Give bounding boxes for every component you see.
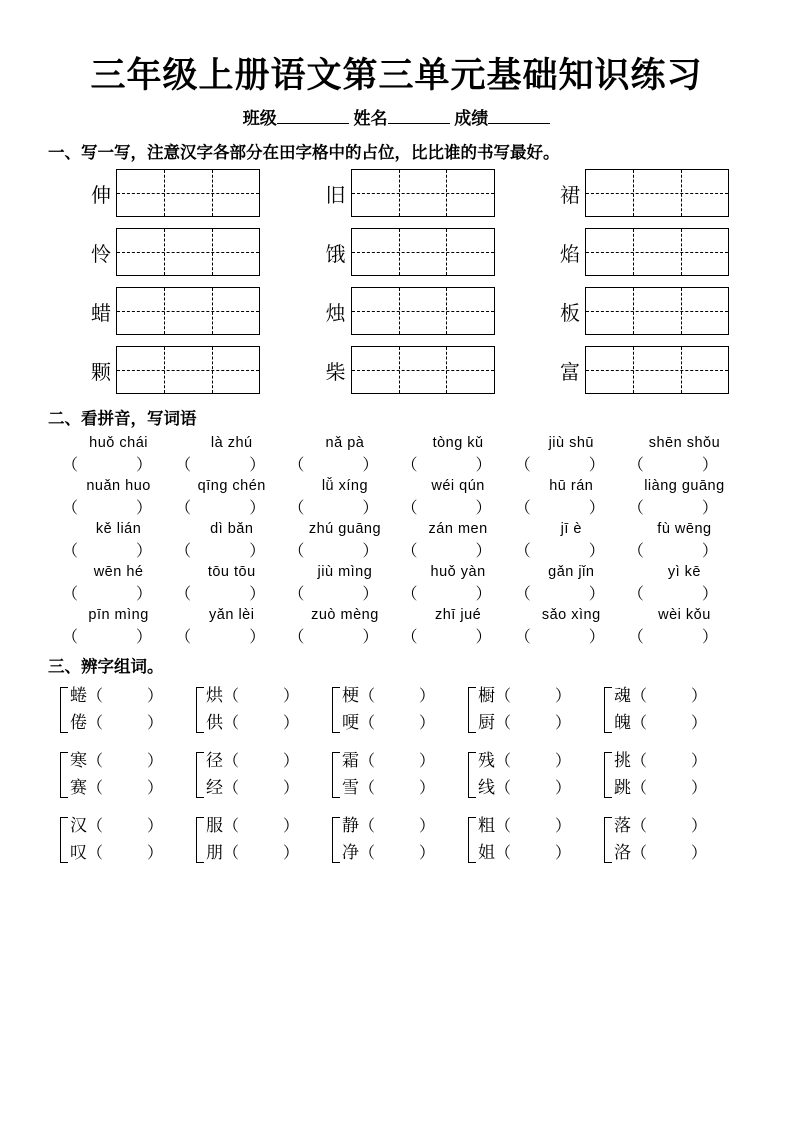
brace-icon: [196, 752, 204, 798]
tianzige-cell: [321, 228, 495, 276]
tianzige-cell: [555, 346, 729, 394]
bianzi-group: [602, 813, 738, 867]
answer-blank[interactable]: （ ）: [175, 629, 266, 646]
answer-blank[interactable]: （ ）: [175, 500, 266, 517]
bianzi-item[interactable]: 魂（ ）: [614, 686, 708, 705]
pinyin-text: sǎo xìng: [541, 607, 601, 623]
pinyin-text: liàng guāng: [644, 478, 725, 494]
bianzi-item[interactable]: 烘（ ）: [206, 686, 300, 705]
pinyin-text: dì bǎn: [210, 521, 254, 537]
answer-blank[interactable]: （ ）: [62, 629, 153, 646]
pinyin-text: zhú guāng: [308, 521, 382, 537]
bianzi-item[interactable]: 寒（ ）: [70, 751, 164, 770]
tianzige-box[interactable]: [351, 346, 495, 394]
answer-blank[interactable]: （ ）: [288, 457, 379, 474]
practice-char: 颗: [91, 361, 111, 384]
tianzige-row: [48, 228, 745, 276]
bianzi-item[interactable]: 魄（ ）: [614, 713, 708, 732]
brace-icon: [60, 687, 68, 733]
answer-blank[interactable]: （ ）: [62, 500, 153, 517]
bianzi-item[interactable]: 雪（ ）: [342, 778, 436, 797]
bianzi-group: [602, 683, 738, 737]
answer-blank[interactable]: （ ）: [62, 586, 153, 603]
pinyin-text: tōu tōu: [207, 564, 256, 580]
tianzige-box[interactable]: [116, 287, 260, 335]
pinyin-text: là zhú: [210, 435, 253, 451]
section3-heading: 三、辨字组词。: [48, 658, 164, 676]
answer-blank[interactable]: （ ）: [627, 543, 718, 560]
class-label: 班级: [242, 109, 277, 128]
answer-blank[interactable]: （ ）: [514, 543, 605, 560]
bianzi-item[interactable]: 朋（ ）: [206, 843, 300, 862]
bianzi-item[interactable]: 赛（ ）: [70, 778, 164, 797]
bianzi-item[interactable]: 跳（ ）: [614, 778, 708, 797]
bianzi-item[interactable]: 供（ ）: [206, 713, 300, 732]
bianzi-item[interactable]: 静（ ）: [342, 816, 436, 835]
pinyin-text: shēn shǒu: [648, 435, 721, 451]
pinyin-text: fù wēng: [657, 521, 712, 537]
bianzi-item[interactable]: 哽（ ）: [342, 713, 436, 732]
score-label: 成绩: [454, 109, 489, 128]
tianzige-row: [48, 169, 745, 217]
bianzi-group: [330, 683, 466, 737]
tianzige-row: [48, 346, 745, 394]
bianzi-zuci-area: [48, 683, 745, 867]
pinyin-text: yì kē: [667, 564, 701, 580]
bianzi-group: [330, 813, 466, 867]
answer-blank[interactable]: （ ）: [627, 500, 718, 517]
pinyin-exercise-area: [48, 435, 745, 647]
answer-blank[interactable]: （ ）: [401, 543, 492, 560]
bianzi-item[interactable]: 橱（ ）: [478, 686, 572, 705]
tianzige-cell: [555, 169, 729, 217]
bianzi-item[interactable]: 厨（ ）: [478, 713, 572, 732]
pinyin-text: tòng kǔ: [432, 435, 484, 451]
tianzige-box[interactable]: [585, 228, 729, 276]
practice-char: 裙: [560, 184, 580, 207]
tianzige-box[interactable]: [585, 169, 729, 217]
brace-icon: [468, 687, 476, 733]
bianzi-group: [58, 813, 194, 867]
pinyin-text: zhī jué: [434, 607, 482, 623]
tianzige-box[interactable]: [116, 169, 260, 217]
answer-blank[interactable]: （ ）: [62, 543, 153, 560]
pinyin-text: jiù mìng: [317, 564, 373, 580]
tianzige-cell: [86, 169, 260, 217]
bianzi-item[interactable]: 粗（ ）: [478, 816, 572, 835]
bianzi-item[interactable]: 径（ ）: [206, 751, 300, 770]
bianzi-item[interactable]: 经（ ）: [206, 778, 300, 797]
answer-blank[interactable]: （ ）: [514, 457, 605, 474]
page-title: 三年级上册语文第三单元基础知识练习: [90, 56, 703, 95]
pinyin-text: yǎn lèi: [209, 607, 255, 623]
practice-char: 蜡: [91, 302, 111, 325]
practice-char: 饿: [325, 243, 346, 266]
tianzige-cell: [86, 287, 260, 335]
brace-icon: [604, 817, 612, 863]
pinyin-row: [48, 607, 745, 623]
brace-icon: [468, 817, 476, 863]
bianzi-item[interactable]: 叹（ ）: [70, 843, 164, 862]
bianzi-item[interactable]: 服（ ）: [206, 816, 300, 835]
answer-blank[interactable]: （ ）: [514, 586, 605, 603]
brace-icon: [196, 817, 204, 863]
pinyin-text: wèi kǒu: [658, 607, 711, 623]
bianzi-item[interactable]: 倦（ ）: [70, 713, 164, 732]
class-blank[interactable]: [277, 123, 349, 124]
bianzi-group: [58, 748, 194, 802]
answer-blank[interactable]: （ ）: [401, 457, 492, 474]
pinyin-row: [48, 435, 745, 451]
answer-row: [48, 495, 745, 518]
pinyin-text: wéi qún: [431, 478, 485, 494]
pinyin-row: [48, 564, 745, 580]
name-blank[interactable]: [388, 123, 450, 124]
tianzige-box[interactable]: [585, 287, 729, 335]
section2-heading: 二、看拼音，写词语: [48, 410, 197, 428]
practice-char: 烛: [325, 302, 346, 325]
bianzi-item[interactable]: 姐（ ）: [478, 843, 572, 862]
answer-row: [48, 581, 745, 604]
answer-row: [48, 452, 745, 475]
pinyin-text: nuǎn huo: [86, 478, 151, 494]
tianzige-cell: [321, 287, 495, 335]
bianzi-group: [466, 748, 602, 802]
tianzige-cell: [86, 346, 260, 394]
student-id-line: [48, 104, 745, 129]
pinyin-row: [48, 521, 745, 537]
answer-blank[interactable]: （ ）: [175, 543, 266, 560]
practice-char: 伸: [91, 184, 111, 207]
answer-blank[interactable]: （ ）: [62, 457, 153, 474]
bianzi-row: [48, 683, 745, 737]
pinyin-text: nǎ pà: [325, 435, 365, 451]
answer-blank[interactable]: （ ）: [288, 543, 379, 560]
tianzige-box[interactable]: [351, 169, 495, 217]
tianzige-cell: [86, 228, 260, 276]
name-label: 姓名: [353, 109, 388, 128]
pinyin-text: jiù shū: [548, 435, 594, 451]
answer-blank[interactable]: （ ）: [627, 457, 718, 474]
bianzi-row: [48, 813, 745, 867]
bianzi-item[interactable]: 梗（ ）: [342, 686, 436, 705]
bianzi-row: [48, 748, 745, 802]
pinyin-text: lǚ xíng: [321, 478, 369, 494]
bianzi-group: [58, 683, 194, 737]
brace-icon: [196, 687, 204, 733]
bianzi-item[interactable]: 线（ ）: [478, 778, 572, 797]
tianzige-box[interactable]: [585, 346, 729, 394]
pinyin-text: jī è: [560, 521, 582, 537]
bianzi-item[interactable]: 汉（ ）: [70, 816, 164, 835]
tianzige-box[interactable]: [116, 228, 260, 276]
tianzige-box[interactable]: [116, 346, 260, 394]
pinyin-text: huǒ chái: [89, 435, 148, 451]
pinyin-row: [48, 478, 745, 494]
section1-heading: 一、写一写，注意汉字各部分在田字格中的占位，比比谁的书写最好。: [48, 144, 560, 162]
pinyin-text: gǎn jǐn: [548, 564, 595, 580]
answer-blank[interactable]: （ ）: [288, 586, 379, 603]
tianzige-row: [48, 287, 745, 335]
bianzi-item[interactable]: 霜（ ）: [342, 751, 436, 770]
practice-char: 焰: [560, 243, 580, 266]
brace-icon: [468, 752, 476, 798]
pinyin-text: kě lián: [95, 521, 142, 537]
pinyin-text: wēn hé: [93, 564, 144, 580]
brace-icon: [60, 817, 68, 863]
brace-icon: [332, 752, 340, 798]
tianzige-cell: [555, 228, 729, 276]
answer-blank[interactable]: （ ）: [401, 586, 492, 603]
bianzi-group: [194, 813, 330, 867]
answer-blank[interactable]: （ ）: [514, 629, 605, 646]
answer-blank[interactable]: （ ）: [288, 629, 379, 646]
answer-blank[interactable]: （ ）: [175, 457, 266, 474]
pinyin-text: pīn mìng: [88, 607, 149, 623]
answer-row: [48, 538, 745, 561]
bianzi-item[interactable]: 蜷（ ）: [70, 686, 164, 705]
practice-char: 怜: [91, 243, 111, 266]
brace-icon: [604, 752, 612, 798]
answer-row: [48, 624, 745, 647]
pinyin-text: huǒ yàn: [430, 564, 486, 580]
practice-char: 柴: [325, 361, 346, 384]
bianzi-item[interactable]: 净（ ）: [342, 843, 436, 862]
tianzige-grid-area: [48, 169, 745, 394]
bianzi-item[interactable]: 挑（ ）: [614, 751, 708, 770]
bianzi-item[interactable]: 残（ ）: [478, 751, 572, 770]
answer-blank[interactable]: （ ）: [401, 500, 492, 517]
tianzige-cell: [555, 287, 729, 335]
bianzi-item[interactable]: 洛（ ）: [614, 843, 708, 862]
bianzi-group: [194, 748, 330, 802]
bianzi-group: [466, 813, 602, 867]
practice-char: 富: [560, 361, 580, 384]
bianzi-group: [466, 683, 602, 737]
practice-char: 旧: [325, 184, 346, 207]
answer-blank[interactable]: （ ）: [627, 586, 718, 603]
pinyin-text: zuò mèng: [311, 607, 379, 623]
brace-icon: [332, 817, 340, 863]
tianzige-cell: [321, 346, 495, 394]
brace-icon: [332, 687, 340, 733]
brace-icon: [60, 752, 68, 798]
pinyin-text: qīng chén: [197, 478, 266, 494]
tianzige-box[interactable]: [351, 287, 495, 335]
bianzi-group: [194, 683, 330, 737]
answer-blank[interactable]: （ ）: [288, 500, 379, 517]
practice-char: 板: [560, 302, 580, 325]
score-blank[interactable]: [488, 123, 550, 124]
pinyin-text: hū rán: [549, 478, 594, 494]
pinyin-text: zán men: [428, 521, 488, 537]
bianzi-group: [330, 748, 466, 802]
bianzi-item[interactable]: 落（ ）: [614, 816, 708, 835]
answer-blank[interactable]: （ ）: [627, 629, 718, 646]
bianzi-group: [602, 748, 738, 802]
answer-blank[interactable]: （ ）: [514, 500, 605, 517]
answer-blank[interactable]: （ ）: [175, 586, 266, 603]
tianzige-box[interactable]: [351, 228, 495, 276]
brace-icon: [604, 687, 612, 733]
answer-blank[interactable]: （ ）: [401, 629, 492, 646]
tianzige-cell: [321, 169, 495, 217]
